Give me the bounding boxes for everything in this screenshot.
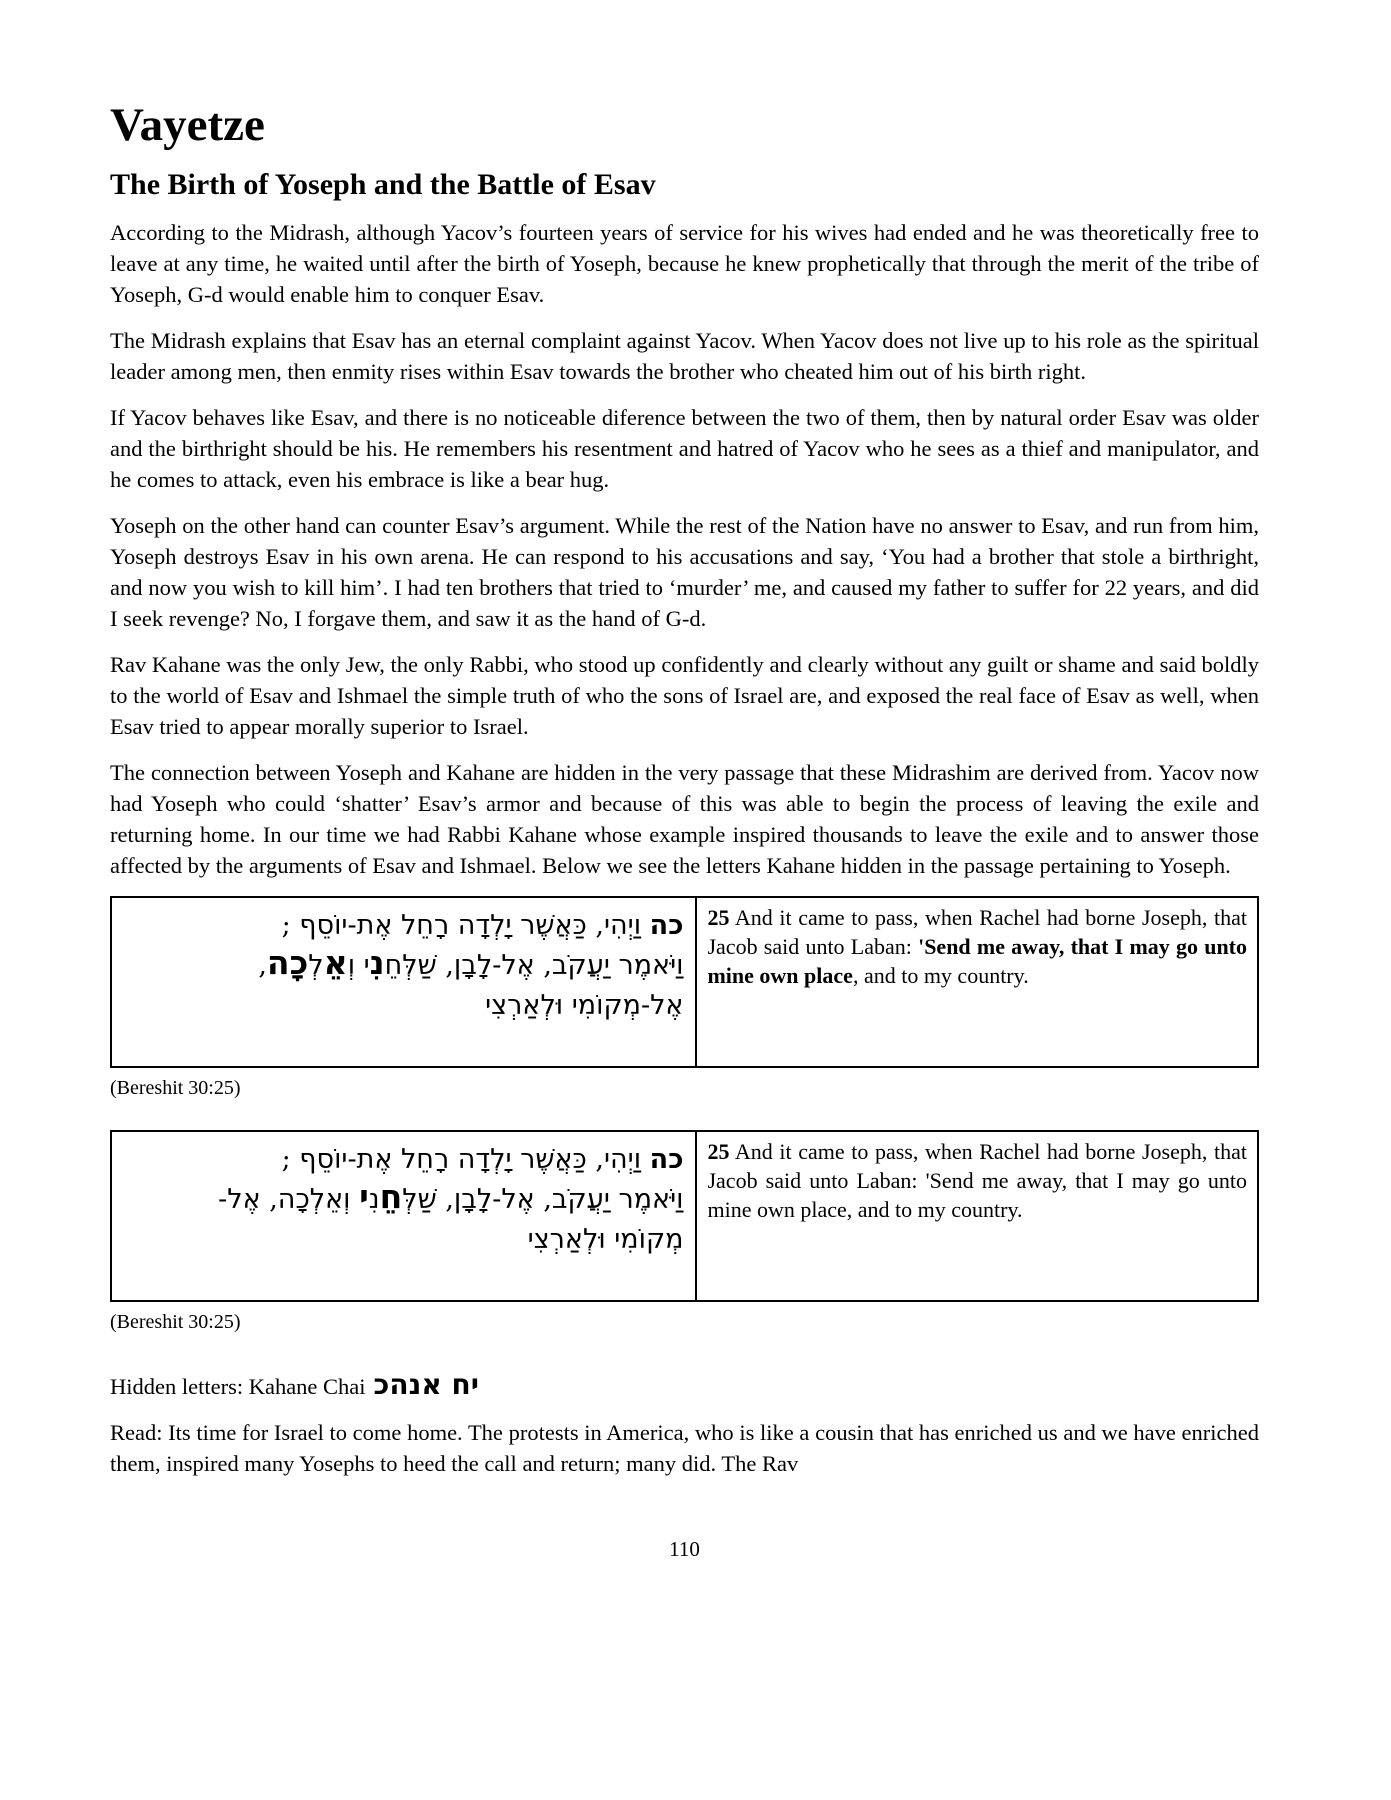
body-paragraph: The connection between Yoseph and Kahane are hidden in the very passage that these Midrashim are derived from. Yacov now had Yoseph who could ‘shatter’ Esav’s armor and because of this was able to begin the process of leaving the exile and returning home. In our time we had Rabbi Kahane whose example inspired thousands to leave the exile and to answer those affected by the arguments of Esav and Ishmael. Below we see the letters Kahane hidden in the passage pertaining to Yoseph. <box>110 760 1259 879</box>
hebrew-verse-number: כה <box>649 1144 684 1176</box>
hebrew-text: וְאֵלְכָה, אֶל- <box>218 1184 360 1216</box>
english-verse-cell <box>696 897 1258 1067</box>
hebrew-text: וַיְהִי, כַּאֲשֶׁר יָלְדָה רָחֵל אֶת-יוֹסֵף ; <box>281 910 650 942</box>
hebrew-text: י וְ <box>347 950 370 982</box>
page-number: 110 <box>669 1537 700 1562</box>
hebrew-text: וַיֹּאמֶר יַעֲקֹב, אֶל-לָבָן, שַׁלְּ <box>402 1184 684 1216</box>
hebrew-verse-number: כה <box>649 910 684 942</box>
hidden-letters-hebrew: כהנא חי <box>373 1368 479 1402</box>
hebrew-text: אֶל-מְקוֹמִי וּלְאַרְצִי <box>485 990 684 1022</box>
verse-table-1 <box>110 896 1259 1068</box>
body-paragraph: Rav Kahane was the only Jew, the only Rabbi, who stood up confidently and clearly without any guilt or shame and said boldly to the world of Esav and Ishmael the simple truth of who the sons of Israel are, and exposed the real face of Esav as well, when Esav tried to appear morally superior to Israel. <box>110 652 1259 740</box>
english-verse-number: 25 <box>707 905 730 931</box>
highlighted-letter: י <box>359 1177 369 1217</box>
section-heading: The Birth of Yoseph and the Battle of Esav <box>110 167 656 201</box>
hebrew-line-3 <box>122 1220 683 1260</box>
verse-table-2 <box>110 1130 1259 1302</box>
hebrew-text: וַיֹּאמֶר יַעֲקֹב, אֶל-לָבָן, שַׁלְּחֵ <box>384 950 684 982</box>
highlighted-letter: אֵ <box>323 943 348 983</box>
hebrew-line-2 <box>122 1177 684 1220</box>
table-caption: (Bereshit 30:25) <box>110 1077 241 1100</box>
page-title: Vayetze <box>110 99 265 151</box>
hebrew-line-1 <box>122 906 683 946</box>
verse-row <box>111 897 1258 1067</box>
body-paragraph: According to the Midrash, although Yacov’s fourteen years of service for his wives had ended and he was theoretically free to leave at any time, he waited until after the birth of Yoseph, because he knew prophetically that through the merit of the tribe of Yoseph, G-d would enable him to conquer Esav. <box>110 220 1259 308</box>
english-text: , and to my country. <box>852 963 1029 989</box>
english-text: And it came to pass, when Rachel had borne Joseph, that Jacob said unto Laban: <box>707 905 1247 960</box>
table-caption: (Bereshit 30:25) <box>110 1311 241 1334</box>
closing-paragraph: Read: Its time for Israel to come home. The protests in America, who is like a cousin that has enriched us and we have enriched them, inspired many Yosephs to heed the call and return; many did. The Rav <box>110 1420 1259 1477</box>
highlighted-letter: נִ <box>369 943 385 983</box>
verse-row <box>111 1131 1258 1301</box>
hebrew-verse-cell <box>111 897 696 1067</box>
highlighted-letter: כָה <box>266 943 309 983</box>
hebrew-line-2 <box>122 943 684 986</box>
body-paragraph: If Yacov behaves like Esav, and there is no noticeable diference between the two of them, then by natural order Esav was older and the birthright should be his. He remembers his resentment and hatred of Yacov who he sees as a thief and manipulator, and he comes to attack, even his embrace is like a bear hug. <box>110 405 1259 493</box>
hebrew-line-1 <box>122 1140 683 1180</box>
body-paragraph: The Midrash explains that Esav has an eternal complaint against Yacov. When Yacov does not live up to his role as the spiritual leader among men, then enmity rises within Esav towards the brother who cheated him out of his birth right. <box>110 328 1259 385</box>
hebrew-text: נִ <box>368 1184 380 1216</box>
body-paragraph: Yoseph on the other hand can counter Esav’s argument. While the rest of the Nation have no answer to Esav, and run from him, Yoseph destroys Esav in his own arena. He can respond to his accusations and say, ‘You had a brother that stole a birthright, and now you wish to kill him’. I had ten brothers that tried to ‘murder’ me, and caused my father to suffer for 22 years, and did I seek revenge? No, I forgave them, and saw it as the hand of G-d. <box>110 513 1259 632</box>
hebrew-text: לְ <box>308 950 324 982</box>
hidden-letters-label: Hidden letters: Kahane Chai <box>110 1374 366 1400</box>
hebrew-text: , <box>258 950 267 982</box>
hebrew-text: וַיְהִי, כַּאֲשֶׁר יָלְדָה רָחֵל אֶת-יוֹסֵף ; <box>281 1144 650 1176</box>
english-verse-cell <box>696 1131 1258 1301</box>
highlighted-letter: חֵ <box>379 1177 403 1217</box>
hebrew-line-3 <box>122 986 683 1026</box>
english-bold-text: 'Send me away, that I may go unto mine own place <box>707 934 1247 989</box>
hebrew-text: מְקוֹמִי וּלְאַרְצִי <box>527 1224 684 1256</box>
english-text: And it came to pass, when Rachel had borne Joseph, that Jacob said unto Laban: 'Send me away, that I may go unto mine own place, and to my country. <box>707 1139 1247 1223</box>
hebrew-verse-cell <box>111 1131 696 1301</box>
hidden-letters-line <box>110 1368 1259 1401</box>
english-verse-number: 25 <box>707 1139 730 1165</box>
